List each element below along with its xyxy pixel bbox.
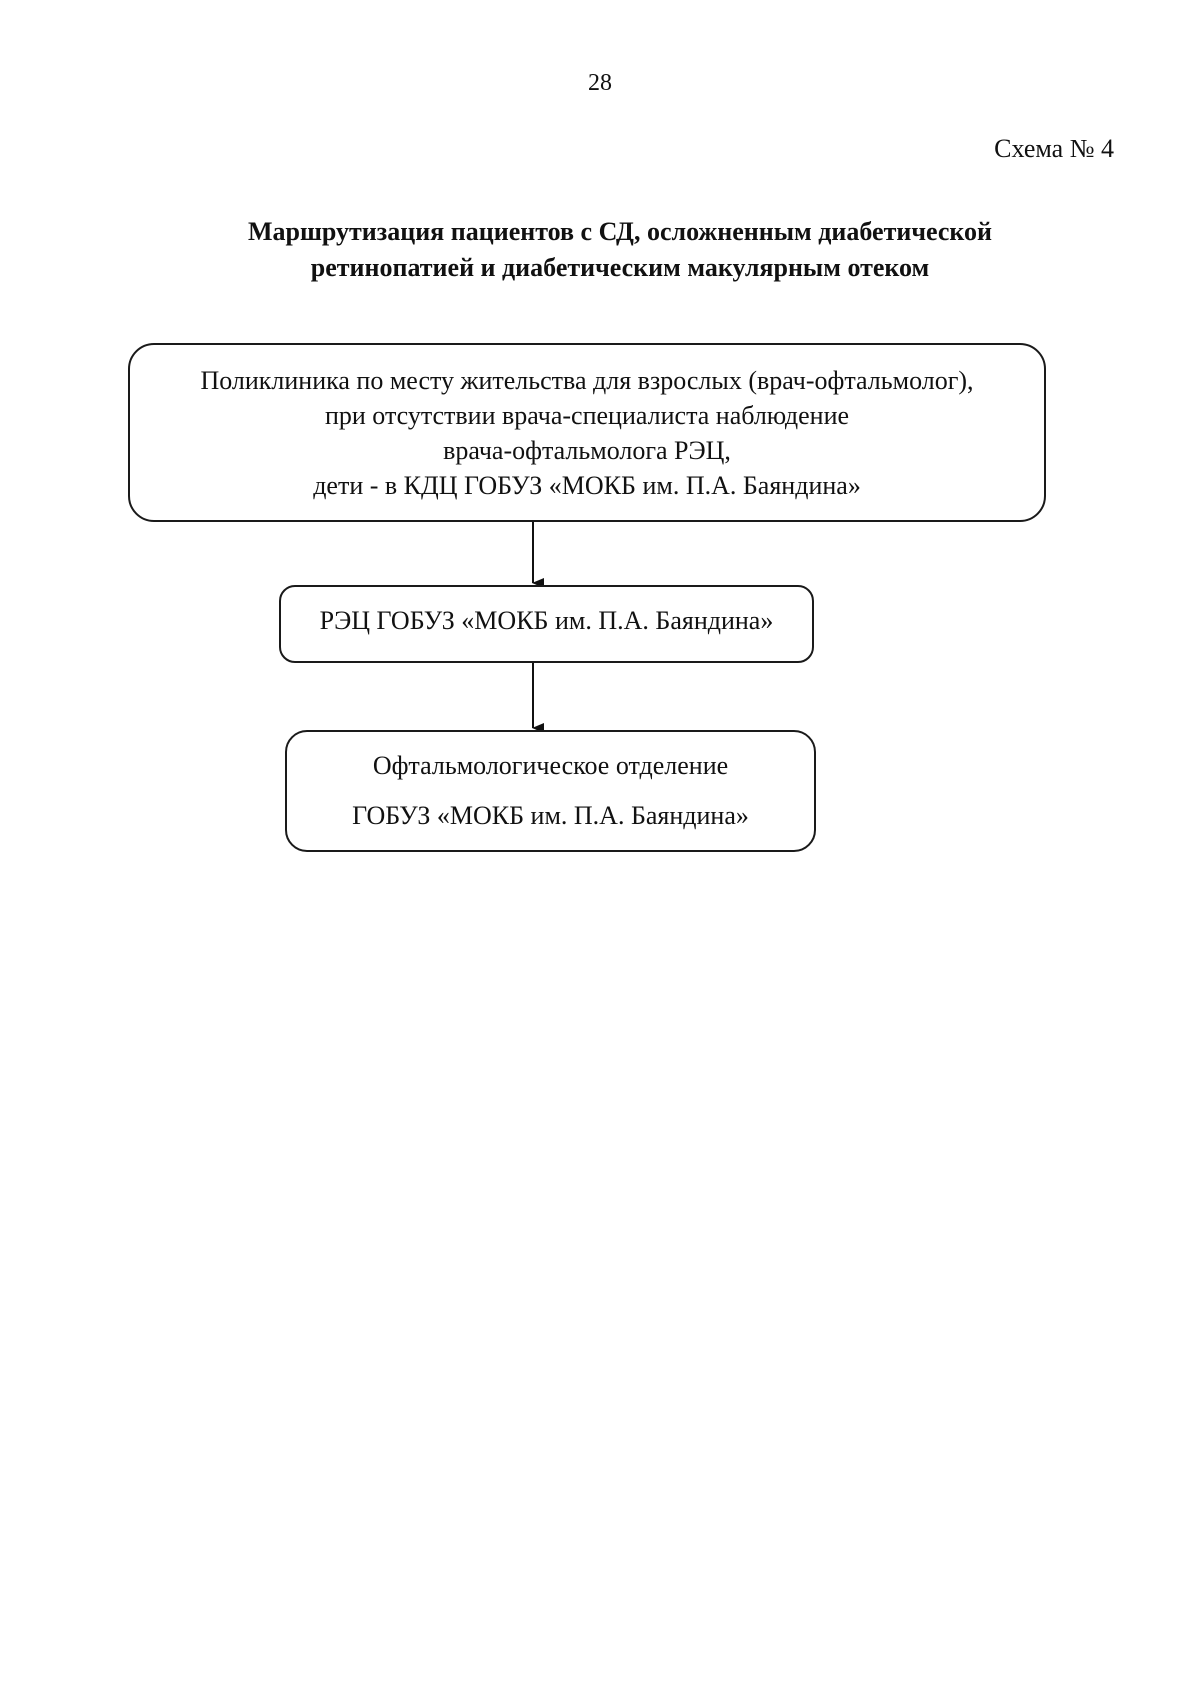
flow-box-ophthalmology-dept-line-1: Офтальмологическое отделение	[372, 751, 729, 780]
scheme-label: Схема № 4	[994, 134, 1114, 163]
flow-box-polyclinic	[128, 343, 1046, 522]
flow-box-polyclinic-line-2: при отсутствии врача-специалиста наблюдение	[324, 400, 850, 430]
document-title-line-1: Маршрутизация пациентов с СД, осложненным диабетической	[247, 217, 993, 246]
flow-box-polyclinic-line-1: Поликлиника по месту жительства для взрослых (врач-офтальмолог),	[200, 365, 974, 395]
flow-box-rec-line-1: РЭЦ ГОБУЗ «МОКБ им. П.А. Баяндина»	[319, 606, 774, 635]
flow-box-polyclinic-line-4: дети - в КДЦ ГОБУЗ «МОКБ им. П.А. Баяндина»	[313, 470, 861, 500]
document-title	[150, 214, 1090, 286]
page-number: 28	[588, 70, 612, 96]
flow-box-polyclinic-line-3: врача-офтальмолога РЭЦ,	[443, 435, 731, 465]
flow-box-ophthalmology-dept	[285, 730, 816, 852]
document-title-line-2: ретинопатией и диабетическим макулярным отеком	[310, 253, 930, 282]
flow-box-rec	[279, 585, 814, 663]
flow-box-ophthalmology-dept-line-2: ГОБУЗ «МОКБ им. П.А. Баяндина»	[352, 801, 749, 830]
